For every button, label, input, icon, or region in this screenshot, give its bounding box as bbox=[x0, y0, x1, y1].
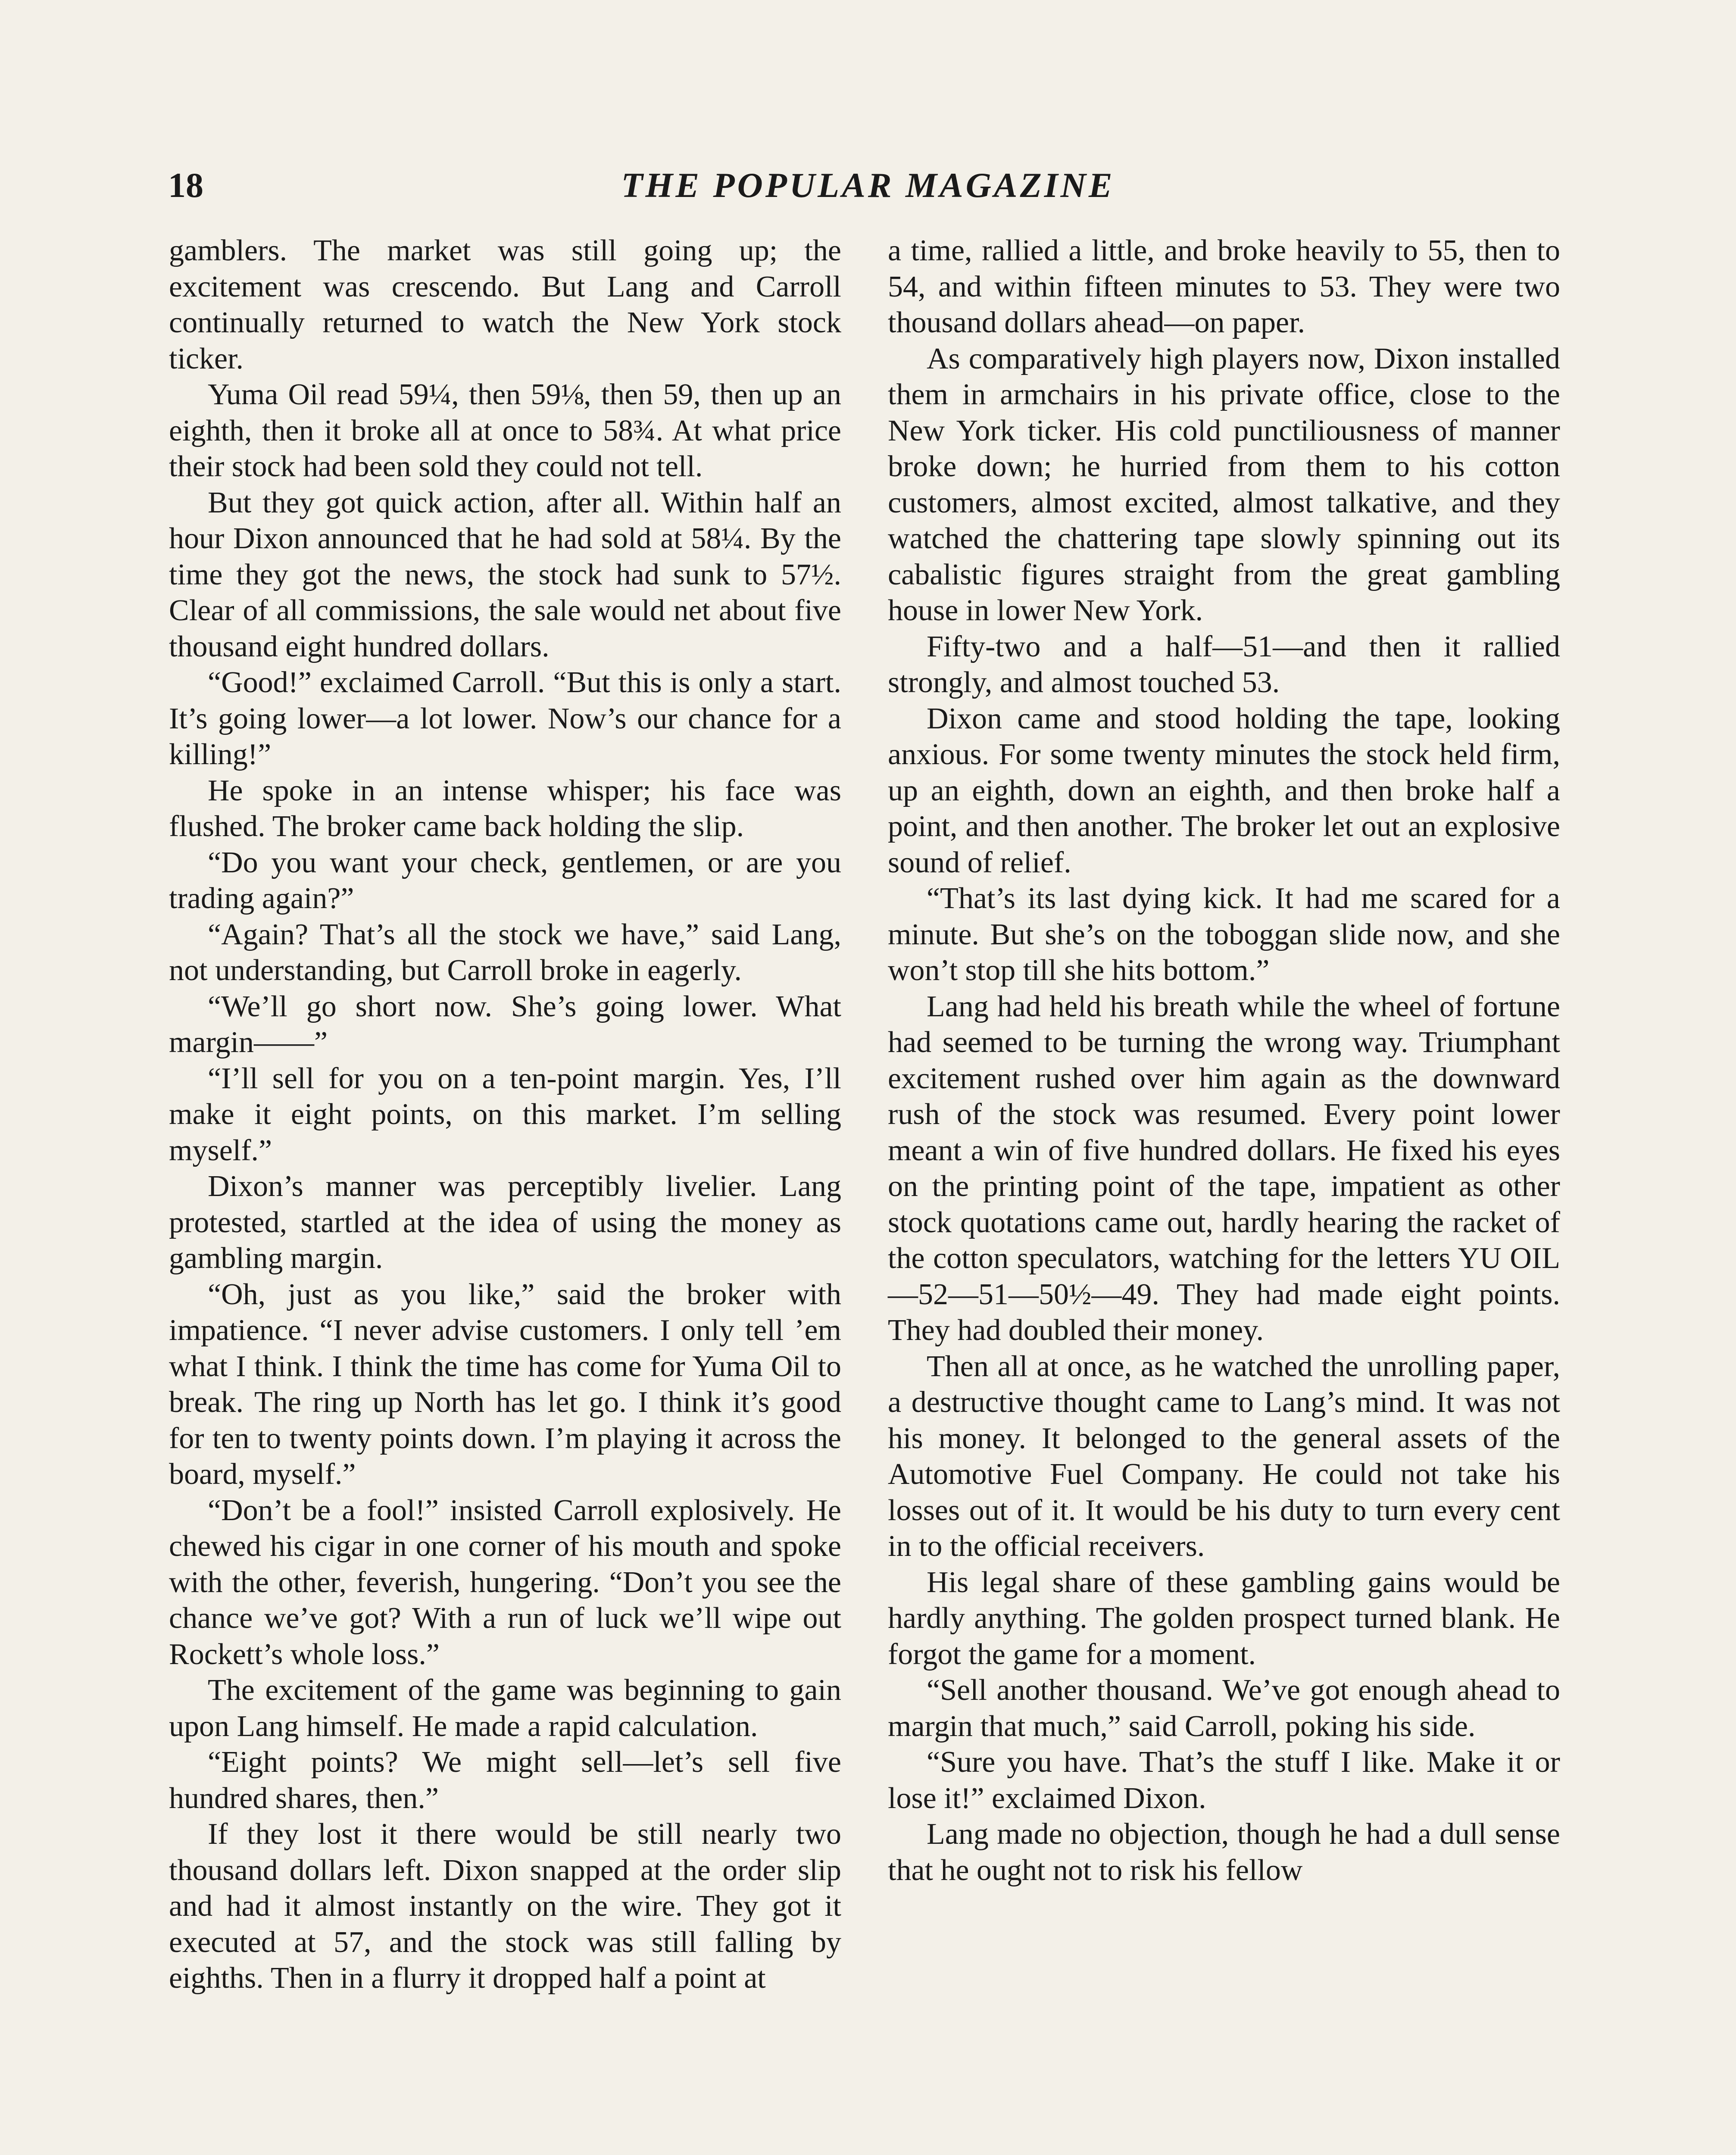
paragraph: “Good!” exclaimed Carroll. “But this is only a start. It’s going lower—a lot lower. Now’s our chance for a killing!” bbox=[169, 666, 841, 771]
paragraph: “Eight points? We might sell—let’s sell five hundred shares, then.” bbox=[169, 1746, 841, 1815]
page-number: 18 bbox=[168, 166, 203, 205]
paragraph: “We’ll go short now. She’s going lower. What margin——” bbox=[169, 990, 841, 1059]
paragraph: “Sure you have. That’s the stuff I like. Make it or lose it!” exclaimed Dixon. bbox=[888, 1746, 1560, 1815]
paragraph: “Do you want your check, gentlemen, or are you trading again?” bbox=[169, 846, 841, 915]
paragraph: Fifty-two and a half—51—and then it rallied strongly, and almost touched 53. bbox=[888, 630, 1560, 699]
left-text-column bbox=[169, 233, 841, 1996]
paragraph: Yuma Oil read 59¼, then 59⅛, then 59, then up an eighth, then it broke all at once to 58¾. At what price their stock had been sold they could not tell. bbox=[169, 378, 841, 483]
paragraph: “Sell another thousand. We’ve got enough ahead to margin that much,” said Carroll, poking his side. bbox=[888, 1674, 1560, 1743]
paragraph: Dixon’s manner was perceptibly livelier. Lang protested, startled at the idea of using the money as gambling margin. bbox=[169, 1170, 841, 1275]
paragraph: “Again? That’s all the stock we have,” said Lang, not understanding, but Carroll broke in eagerly. bbox=[169, 918, 841, 987]
paragraph: Lang had held his breath while the wheel of fortune had seemed to be turning the wrong way. Triumphant excitement rushed over him again as the downward rush of the stock was resumed. Every point lower meant a win of five hundred dollars. He fixed his eyes on the printing point of the tape, impatient as other stock quotations came out, hardly hearing the racket of the cotton speculators, watching for the letters YU OIL—52—51—50½—49. They had made eight points. They had doubled their money. bbox=[888, 990, 1560, 1347]
paragraph: If they lost it there would be still nearly two thousand dollars left. Dixon snapped at the order slip and had it almost instantly on the wire. They got it executed at 57, and the stock was still falling by eighths. Then in a flurry it dropped half a point at bbox=[169, 1818, 841, 1995]
paragraph: Lang made no objection, though he had a dull sense that he ought not to risk his fellow bbox=[888, 1818, 1560, 1887]
paragraph: As comparatively high players now, Dixon installed them in armchairs in his private office, close to the New York ticker. His cold punctiliousness of manner broke down; he hurried from them to his cotton customers, almost excited, almost talkative, and they watched the chattering tape slowly spinning out its cabalistic figures straight from the great gambling house in lower New York. bbox=[888, 342, 1560, 627]
paragraph: “Oh, just as you like,” said the broker with impatience. “I never advise customers. I only tell ’em what I think. I think the time has come for Yuma Oil to break. The ring up North has let go. I think it’s good for ten to twenty points down. I’m playing it across the board, myself.” bbox=[169, 1277, 841, 1491]
paragraph: Dixon came and stood holding the tape, looking anxious. For some twenty minutes the stock held firm, up an eighth, down an eighth, and then broke half a point, and then another. The broker let out an explosive sound of relief. bbox=[888, 702, 1560, 879]
paragraph: “That’s its last dying kick. It had me scared for a minute. But she’s on the toboggan slide now, and she won’t stop till she hits bottom.” bbox=[888, 882, 1560, 987]
page-header bbox=[168, 164, 1568, 207]
paragraph: Then all at once, as he watched the unrolling paper, a destructive thought came to Lang’s mind. It was not his money. It belonged to the general assets of the Automotive Fuel Company. He could not take his losses out of it. It would be his duty to turn every cent in to the official receivers. bbox=[888, 1349, 1560, 1563]
paragraph: a time, rallied a little, and broke heavily to 55, then to 54, and within fifteen minutes to 53. They were two thousand dollars ahead—on paper. bbox=[888, 234, 1560, 339]
paragraph: gamblers. The market was still going up; the excitement was crescendo. But Lang and Carroll continually returned to watch the New York stock ticker. bbox=[169, 234, 841, 375]
running-title: THE POPULAR MAGAZINE bbox=[621, 166, 1115, 205]
paragraph: The excitement of the game was beginning to gain upon Lang himself. He made a rapid calculation. bbox=[169, 1674, 841, 1743]
paragraph: He spoke in an intense whisper; his face was flushed. The broker came back holding the slip. bbox=[169, 774, 841, 843]
paragraph: But they got quick action, after all. Within half an hour Dixon announced that he had sold at 58¼. By the time they got the news, the stock had sunk to 57½. Clear of all commissions, the sale would net about five thousand eight hundred dollars. bbox=[169, 486, 841, 663]
paragraph: “I’ll sell for you on a ten-point margin. Yes, I’ll make it eight points, on this market. I’m selling myself.” bbox=[169, 1062, 841, 1167]
paragraph: “Don’t be a fool!” insisted Carroll explosively. He chewed his cigar in one corner of his mouth and spoke with the other, feverish, hungering. “Don’t you see the chance we’ve got? With a run of luck we’ll wipe out Rockett’s whole loss.” bbox=[169, 1493, 841, 1671]
right-text-column bbox=[888, 233, 1560, 1888]
paragraph: His legal share of these gambling gains would be hardly anything. The golden prospect turned blank. He forgot the game for a moment. bbox=[888, 1565, 1560, 1671]
